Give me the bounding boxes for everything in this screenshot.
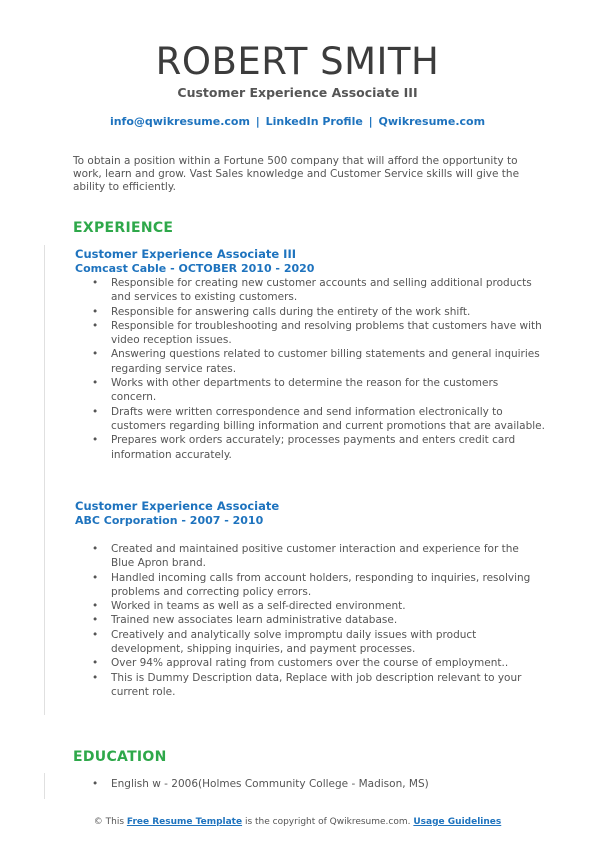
job-bullet: • Prepares work orders accurately; processes payments and enters credit card information accurately. bbox=[75, 433, 545, 462]
job-bullets bbox=[75, 276, 545, 462]
footer-middle: is the copyright of Qwikresume.com. bbox=[242, 817, 414, 827]
job-bullet: • Creatively and analytically solve impromptu daily issues with product development, shipping inquiries, and payment processes. bbox=[75, 628, 545, 657]
education-item: • English w - 2006(Holmes Community College - Madison, MS) bbox=[75, 777, 545, 791]
section-rail bbox=[44, 245, 45, 715]
job-bullet: • Drafts were written correspondence and send information electronically to customers regarding billing information and current promotions that are available. bbox=[75, 405, 545, 434]
job-bullet: • Trained new associates learn administrative database. bbox=[75, 613, 545, 627]
objective-text: To obtain a position within a Fortune 500 company that will afford the opportunity to work, learn and grow. Vast Sales knowledge and Customer Service skills will give the ability to efficiently. bbox=[73, 155, 520, 193]
job-bullet: • Responsible for troubleshooting and resolving problems that customers have with video reception issues. bbox=[75, 319, 545, 348]
website-link[interactable]: Qwikresume.com bbox=[378, 115, 486, 128]
job-bullet: • Works with other departments to determine the reason for the customers concern. bbox=[75, 376, 545, 405]
job-title: Customer Experience Associate bbox=[75, 499, 280, 513]
free-resume-template-link[interactable]: Free Resume Template bbox=[126, 817, 243, 827]
candidate-title: Customer Experience Associate III bbox=[177, 85, 418, 100]
job-dates: - 2007 - 2010 bbox=[177, 514, 264, 527]
job-entry bbox=[75, 247, 545, 462]
job-bullet: • Handled incoming calls from account holders, responding to inquiries, resolving problems and correcting policy errors. bbox=[75, 571, 545, 600]
section-rail bbox=[44, 773, 45, 799]
job-bullets bbox=[75, 542, 545, 699]
footer-prefix: © This bbox=[93, 817, 127, 827]
company-name: Comcast Cable bbox=[75, 262, 167, 275]
job-bullet: • Over 94% approval rating from customers over the course of employment.. bbox=[75, 656, 545, 670]
company-name: ABC Corporation bbox=[75, 514, 178, 527]
usage-guidelines-link[interactable]: Usage Guidelines bbox=[413, 817, 502, 827]
education-list bbox=[75, 777, 545, 791]
job-title: Customer Experience Associate III bbox=[75, 247, 296, 261]
footer bbox=[0, 817, 595, 827]
job-company bbox=[75, 514, 545, 528]
contact-separator: | bbox=[368, 115, 373, 128]
linkedin-link[interactable]: LinkedIn Profile bbox=[265, 115, 363, 128]
job-bullet: • Responsible for answering calls during the entirety of the work shift. bbox=[75, 305, 545, 319]
job-bullet: • Answering questions related to customer billing statements and general inquiries regarding service rates. bbox=[75, 347, 545, 376]
job-bullet: • Created and maintained positive customer interaction and experience for the Blue Apron brand. bbox=[75, 542, 545, 571]
contact-line bbox=[0, 115, 595, 128]
contact-separator: | bbox=[255, 115, 260, 128]
experience-heading: EXPERIENCE bbox=[73, 220, 174, 236]
job-dates: - OCTOBER 2010 - 2020 bbox=[166, 262, 315, 275]
education-heading: EDUCATION bbox=[73, 749, 167, 765]
candidate-name: ROBERT SMITH bbox=[155, 40, 440, 83]
job-entry bbox=[75, 499, 545, 699]
job-company bbox=[75, 262, 545, 276]
job-bullet: • Worked in teams as well as a self-directed environment. bbox=[75, 599, 545, 613]
job-bullet: • Responsible for creating new customer accounts and selling additional products and services to existing customers. bbox=[75, 276, 545, 305]
job-bullet: • This is Dummy Description data, Replace with job description relevant to your current role. bbox=[75, 671, 545, 700]
education-entry bbox=[75, 777, 545, 791]
email-link[interactable]: info@qwikresume.com bbox=[109, 115, 250, 128]
